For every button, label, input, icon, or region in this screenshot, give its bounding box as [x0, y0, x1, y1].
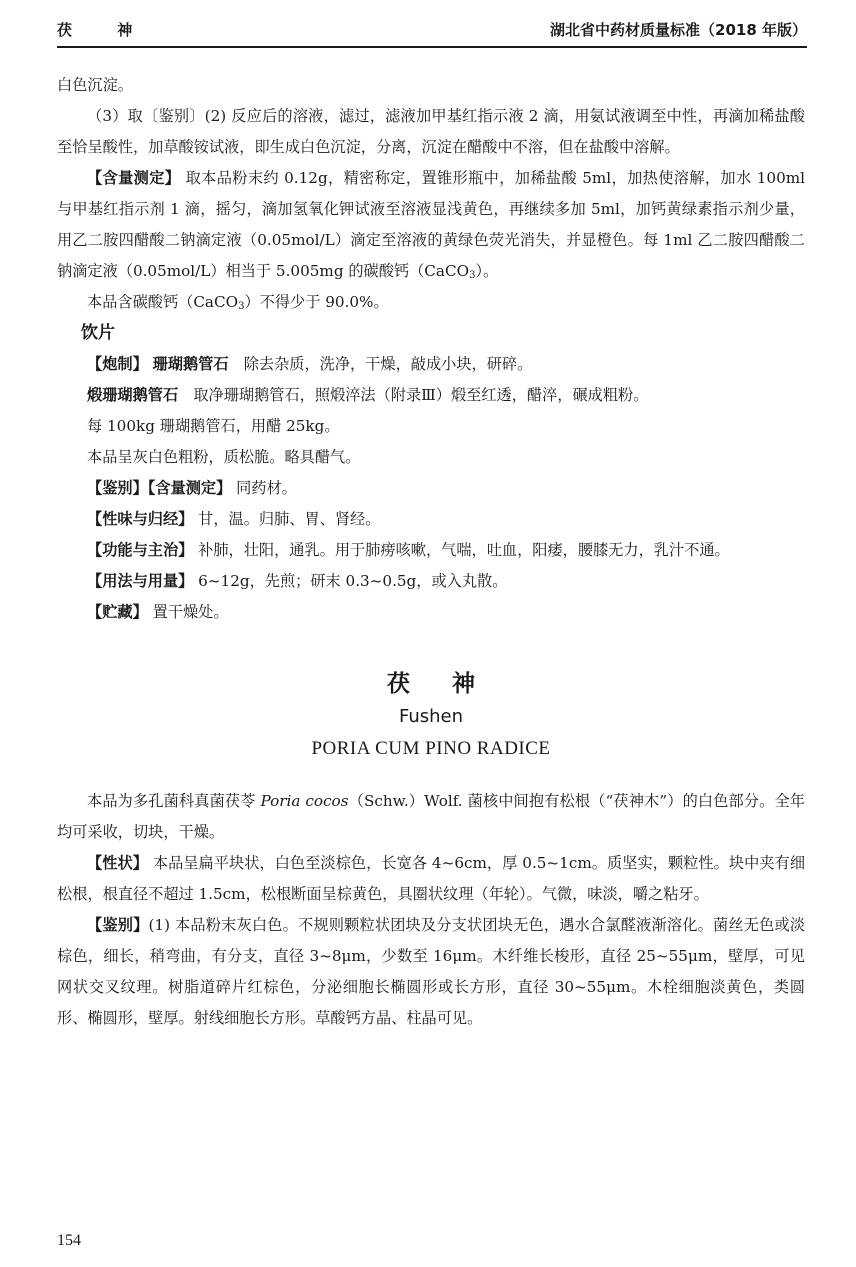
identification-3-paragraph: （3）取〔鉴别〕(2) 反应后的溶液，滤过，滤液加甲基红指示液 2 滴，用氨试液调至中性，再滴加稀盐酸至恰呈酸性，加草酸铵试液，即生成白色沉淀，分离，沉淀在醋酸中不溶，但在盐酸中溶解。 [57, 107, 805, 156]
header-entry-name: 茯 神 [57, 21, 153, 39]
processing-paragraph [57, 349, 805, 380]
storage-text: 置干燥处。 [152, 603, 229, 621]
entry-title-latin: PORIA CUM PINO RADICE [311, 738, 551, 759]
continued-paragraph: 白色沉淀。 [57, 76, 133, 94]
entry-identification-label: 【鉴别】 [87, 916, 149, 934]
header-book-title: 湖北省中药材质量标准（2018 年版） [550, 21, 807, 39]
page-number: 154 [57, 1232, 81, 1249]
assay-text-end: ）。 [475, 262, 499, 280]
function-label: 【功能与主治】 [87, 541, 194, 559]
entry-intro-paragraph [57, 786, 805, 848]
entry-title-pinyin: Fushen [398, 706, 464, 727]
intro-text-end: （Schw.）Wolf. 菌核中间抱有松根（“茯神木”）的白色部分。全年均可采收，切块，干燥。 [57, 792, 806, 841]
assay-subscript: 3 [469, 270, 476, 281]
calcined-item-name: 煅珊瑚鹅管石 [87, 386, 179, 404]
running-header [57, 15, 807, 47]
section-title-yinpian: 饮片 [81, 323, 115, 343]
processing-label: 【炮制】 [87, 355, 148, 373]
nature-meridian-label: 【性味与归经】 [87, 510, 194, 528]
slice-description-paragraph: 本品呈灰白色粗粉，质松脆。略具醋气。 [87, 448, 361, 466]
processing-text: 除去杂质，洗净，干燥，敲成小块，研碎。 [243, 355, 533, 373]
nature-meridian-text: 甘，温。归肺、胃、肾经。 [198, 510, 381, 528]
species-name: Poria cocos [260, 792, 349, 810]
nature-meridian-paragraph [57, 504, 805, 535]
entry-identification-paragraph [57, 910, 805, 1034]
entry-title-chinese: 茯神 [387, 671, 517, 697]
storage-label: 【贮藏】 [87, 603, 148, 621]
assay-label: 【含量测定】 [87, 169, 181, 187]
intro-text: 本品为多孔菌科真菌茯苓 [87, 792, 261, 810]
entry-identification-text: (1) 本品粉末灰白色。不规则颗粒状团块及分支状团块无色，遇水合氯醛液渐溶化。菌丝无色或淡棕色，细长，稍弯曲，有分支，直径 3~8μm，少数至 16μm。木纤维长梭形，直径 25~55μm，壁厚，可见网状交叉纹理。树脂道碎片红棕色，分泌细胞长椭圆形或长方形，直径 30~55μm。木栓细胞淡黄色，类圆形、椭圆形，壁厚。射线细胞长方形。草酸钙方晶、柱晶可见。 [57, 916, 806, 1027]
calcined-text: 取净珊瑚鹅管石，照煅淬法（附录Ⅲ）煅至红透，醋淬，碾成粗粉。 [193, 386, 649, 404]
header-rule [57, 46, 807, 48]
content-subscript: 3 [238, 301, 245, 312]
ratio-paragraph: 每 100kg 珊瑚鹅管石，用醋 25kg。 [87, 417, 340, 435]
page-body [57, 70, 805, 1034]
function-paragraph [57, 535, 805, 566]
function-text: 补肺，壮阳，通乳。用于肺痨咳嗽，气喘，吐血，阳痿，腰膝无力，乳汁不通。 [198, 541, 730, 559]
usage-label: 【用法与用量】 [87, 572, 194, 590]
calcined-paragraph [57, 380, 805, 411]
identification-label: 【鉴别】【含量测定】 [87, 479, 232, 497]
usage-text: 6~12g，先煎；研末 0.3~0.5g，或入丸散。 [198, 572, 508, 590]
content-limit-text: 本品含碳酸钙（CaCO [87, 293, 239, 311]
characteristics-label: 【性状】 [87, 854, 148, 872]
identification-text: 同药材。 [236, 479, 297, 497]
characteristics-paragraph [57, 848, 805, 910]
characteristics-text: 本品呈扁平块状，白色至淡棕色，长宽各 4~6cm，厚 0.5~1cm。质坚实，颗粒性。块中夹有细松根，根直径不超过 1.5cm，松根断面呈棕黄色，具圈状纹理（年轮）。气微，味淡，嚼之粘牙。 [57, 854, 806, 903]
identification-paragraph [57, 473, 805, 504]
content-limit-paragraph [57, 287, 805, 318]
usage-paragraph [57, 566, 805, 597]
content-limit-end: ）不得少于 90.0%。 [244, 293, 389, 311]
storage-paragraph [57, 597, 805, 628]
assay-text: 取本品粉末约 0.12g，精密称定，置锥形瓶中，加稀盐酸 5ml，加热使溶解，加水 100ml 与甲基红指示剂 1 滴，摇匀，滴加氢氧化钾试液至溶液显浅黄色，再继续多加 5ml，加钙黄绿素指示剂少量，用乙二胺四醋酸二钠滴定液（0.05mol/L）滴定至溶液的黄绿色荧光消失，并显橙色。每 1ml 乙二胺四醋酸二钠滴定液（0.05mol/L）相当于 5.005mg 的碳酸钙（CaCO [57, 169, 806, 280]
processing-item-name: 珊瑚鹅管石 [152, 355, 229, 373]
assay-paragraph [57, 163, 805, 287]
